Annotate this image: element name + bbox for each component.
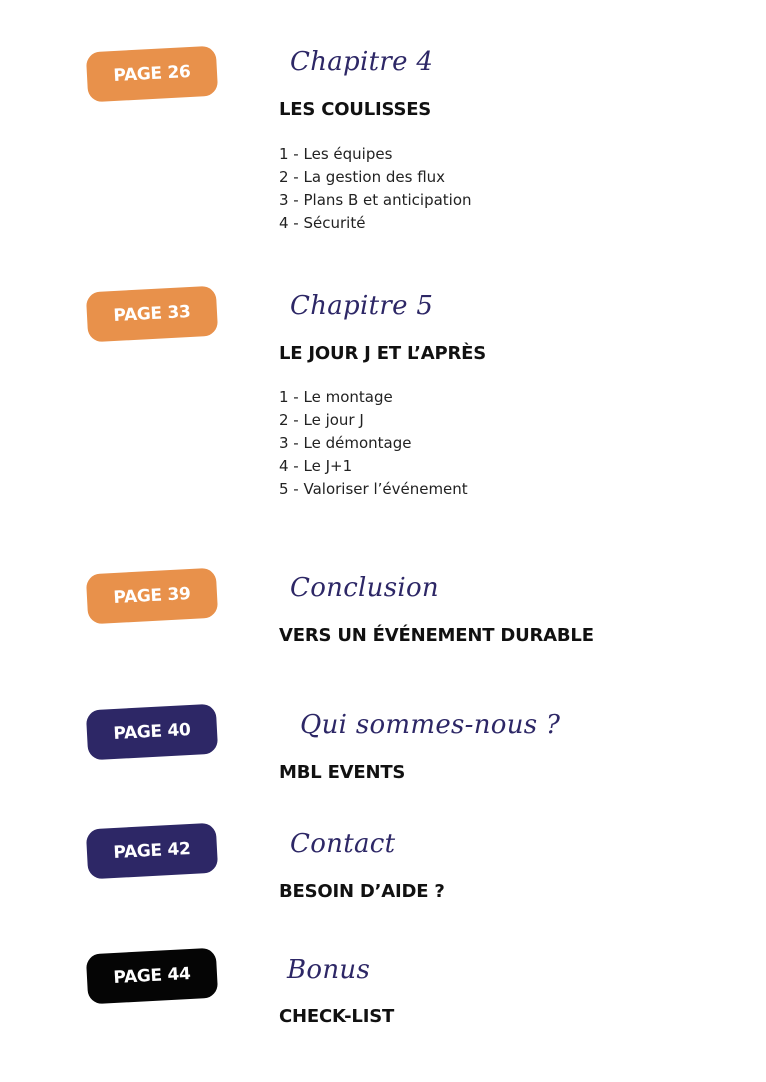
section-label: Chapitre 5 (290, 291, 434, 321)
page-badge[interactable]: PAGE 26 (86, 46, 218, 103)
page-badge[interactable]: PAGE 44 (86, 948, 218, 1005)
page-badge[interactable]: PAGE 40 (86, 704, 218, 761)
section-title: VERS UN ÉVÉNEMENT DURABLE (279, 625, 594, 646)
list-item: 3 - Plans B et anticipation (279, 191, 472, 209)
section-title: CHECK-LIST (279, 1006, 395, 1027)
list-item: 3 - Le démontage (279, 434, 412, 452)
list-item: 1 - Les équipes (279, 145, 393, 163)
section-label: Contact (290, 829, 396, 859)
list-item: 4 - Le J+1 (279, 457, 353, 475)
section-label: Chapitre 4 (290, 47, 434, 77)
section-title: BESOIN D’AIDE ? (279, 881, 445, 902)
list-item: 5 - Valoriser l’événement (279, 480, 468, 498)
section-title: MBL EVENTS (279, 762, 406, 783)
section-label: Bonus (287, 955, 371, 985)
page-badge[interactable]: PAGE 33 (86, 286, 218, 343)
section-items (279, 143, 472, 235)
list-item: 2 - Le jour J (279, 411, 364, 429)
list-item: 2 - La gestion des flux (279, 168, 446, 186)
section-title: LE JOUR J ET L’APRÈS (279, 343, 486, 364)
section-title: LES COULISSES (279, 99, 432, 120)
list-item: 1 - Le montage (279, 388, 393, 406)
section-label: Conclusion (290, 573, 439, 603)
page-badge[interactable]: PAGE 42 (86, 823, 218, 880)
page-badge[interactable]: PAGE 39 (86, 568, 218, 625)
section-label: Qui sommes-nous ? (300, 710, 561, 740)
section-items (279, 386, 468, 501)
list-item: 4 - Sécurité (279, 214, 366, 232)
